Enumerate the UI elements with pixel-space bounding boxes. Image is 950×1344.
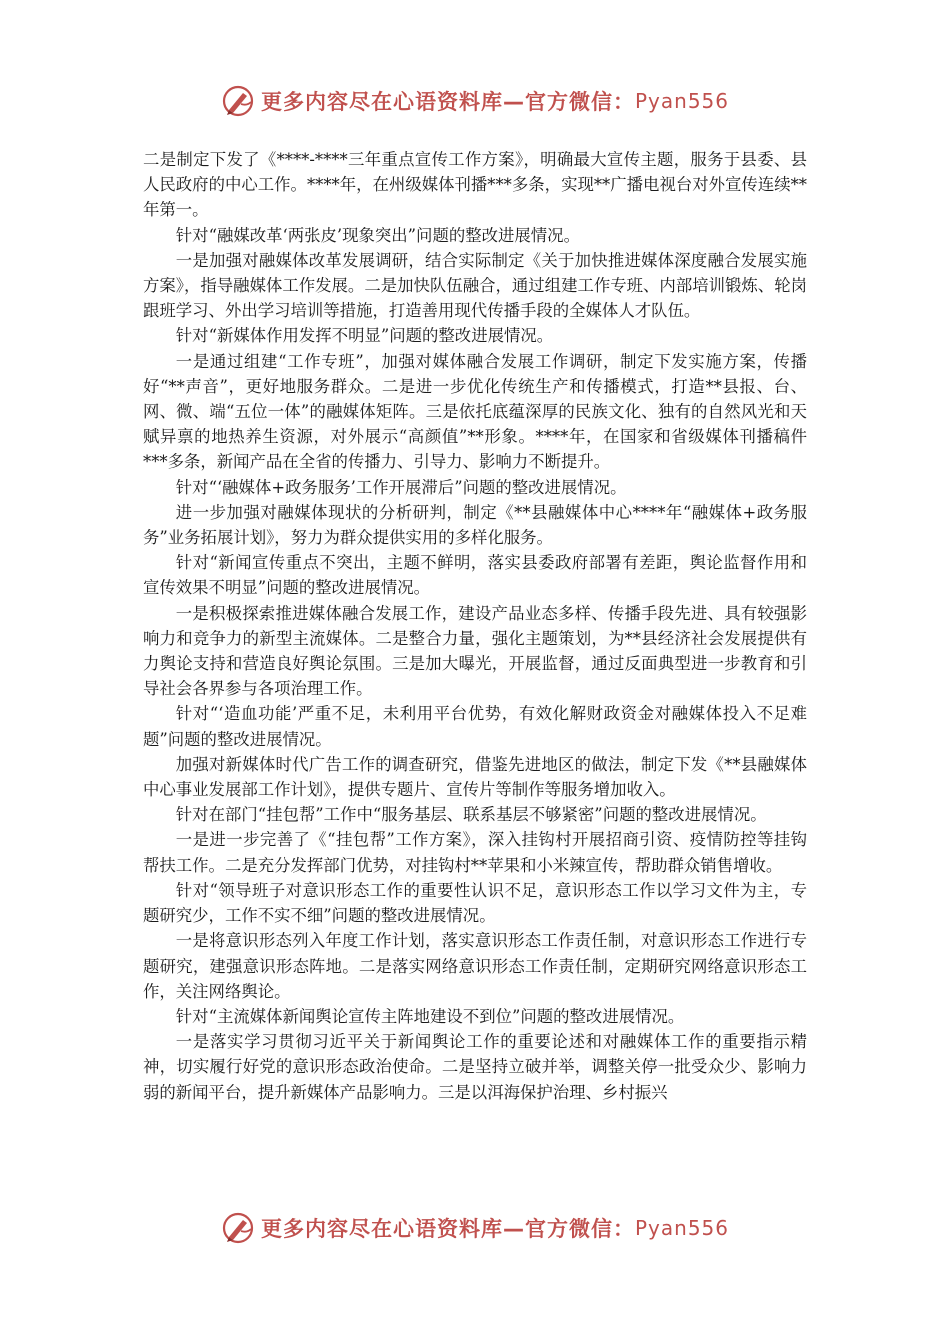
paragraph: 针对“主流媒体新闻舆论宣传主阵地建设不到位”问题的整改进展情况。	[175, 1006, 685, 1026]
pen-logo-icon	[221, 1211, 255, 1245]
paragraph: 加强对新媒体时代广告工作的调查研究，借鉴先进地区的做法，制定下发《**县融媒体中心事业发展部工作计划》，提供专题片、宣传片等制作等服务增加收入。	[143, 754, 807, 800]
watermark-wechat-id: Pyan556	[634, 1216, 729, 1240]
watermark-text: 更多内容尽在心语资料库—官方微信：	[260, 1217, 635, 1241]
paragraph: 二是制定下发了《****-****三年重点宣传工作方案》，明确最大宣传主题，服务于县委、县人民政府的中心工作。****年，在州级媒体刊播***多条，实现**广播电视台对外宣传连续**年第一。	[143, 150, 807, 220]
paragraph: 一是落实学习贯彻习近平关于新闻舆论工作的重要论述和对融媒体工作的重要指示精神，切实履行好党的意识形态政治使命。二是坚持立破并举，调整关停一批受众少、影响力弱的新闻平台，提升新媒体产品影响力。三是以洱海保护治理、乡村振兴	[143, 1032, 807, 1102]
paragraph: 一是加强对融媒体改革发展调研，结合实际制定《关于加快推进媒体深度融合发展实施方案》，指导融媒体工作发展。二是加快队伍融合，通过组建工作专班、内部培训锻炼、轮岗跟班学习、外出学习培训等措施，打造善用现代传播手段的全媒体人才队伍。	[143, 250, 807, 321]
paragraph: 针对“‘融媒体+政务服务’工作开展滞后”问题的整改进展情况。	[175, 477, 627, 497]
paragraph: 进一步加强对融媒体现状的分析研判，制定《**县融媒体中心****年“融媒体+政务服务”业务拓展计划》，努力为群众提供实用的多样化服务。	[143, 502, 807, 548]
document-body	[143, 147, 807, 1105]
paragraph: 一是通过组建“工作专班”，加强对媒体融合发展工作调研，制定下发实施方案，传播好“**声音”，更好地服务群众。二是进一步优化传统生产和传播模式，打造**县报、台、网、微、端“五位一体”的融媒体矩阵。三是依托底蕴深厚的民族文化、独有的自然风光和天赋异禀的地热养生资源，对外展示“高颜值”**形象。****年，在国家和省级媒体刊播稿件***多条，新闻产品在全省的传播力、引导力、影响力不断提升。	[143, 351, 807, 472]
paragraph: 针对“领导班子对意识形态工作的重要性认识不足，意识形态工作以学习文件为主，专题研究少，工作不实不细”问题的整改进展情况。	[143, 880, 807, 926]
pen-logo-icon	[221, 84, 255, 118]
paragraph: 针对“新闻宣传重点不突出，主题不鲜明，落实县委政府部署有差距，舆论监督作用和宣传效果不明显”问题的整改进展情况。	[143, 553, 807, 598]
paragraph: 针对“融媒改革‘两张皮’现象突出”问题的整改进展情况。	[175, 225, 580, 245]
footer-watermark	[0, 1211, 950, 1245]
paragraph: 一是进一步完善了《“挂包帮”工作方案》，深入挂钩村开展招商引资、疫情防控等挂钩帮扶工作。二是充分发挥部门优势，对挂钩村**苹果和小米辣宣传，帮助群众销售增收。	[143, 830, 807, 875]
watermark-text: 更多内容尽在心语资料库—官方微信：	[260, 90, 635, 114]
paragraph: 一是积极探索推进媒体融合发展工作，建设产品业态多样、传播手段先进、具有较强影响力和竞争力的新型主流媒体。二是整合力量，强化主题策划，为**县经济社会发展提供有力舆论支持和营造良好舆论氛围。三是加大曝光，开展监督，通过反面典型进一步教育和引导社会各界参与各项治理工作。	[143, 603, 807, 699]
watermark-wechat-id: Pyan556	[634, 89, 729, 113]
paragraph: 针对“新媒体作用发挥不明显”问题的整改进展情况。	[175, 326, 554, 346]
paragraph: 针对在部门“挂包帮”工作中“服务基层、联系基层不够紧密”问题的整改进展情况。	[175, 805, 767, 825]
paragraph: 针对“‘造血功能’严重不足，未利用平台优势，有效化解财政资金对融媒体投入不足难题”问题的整改进展情况。	[143, 704, 807, 749]
header-watermark	[0, 84, 950, 118]
paragraph: 一是将意识形态列入年度工作计划，落实意识形态工作责任制，对意识形态工作进行专题研究，建强意识形态阵地。二是落实网络意识形态工作责任制，定期研究网络意识形态工作，关注网络舆论。	[143, 931, 807, 1001]
